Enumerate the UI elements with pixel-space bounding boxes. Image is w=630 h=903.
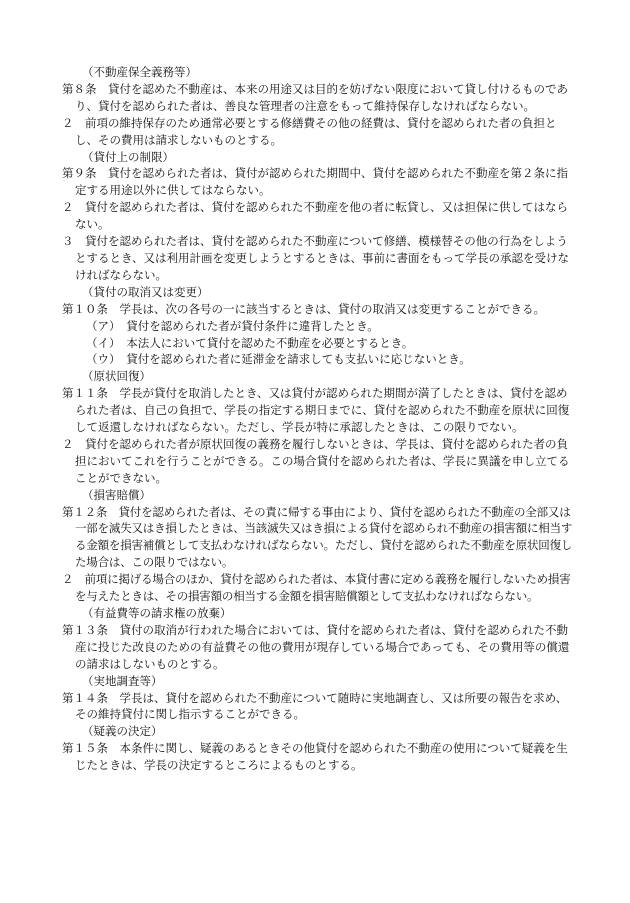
article-heading: （原状回復）	[82, 369, 151, 384]
article-14	[62, 673, 576, 724]
article-heading: （貸付上の制限）	[82, 149, 174, 164]
article-10	[62, 284, 576, 369]
article-8	[62, 64, 576, 149]
article-paragraph: 第１０条 学長は、次の各号の一に該当するときは、貸付の取消又は変更することができる。	[62, 301, 545, 316]
article-11	[62, 368, 576, 486]
article-paragraph: ２ 貸付を認められた者が原状回復の義務を履行しないときは、学長は、貸付を認められた者の負担においてこれを行うことができる。この場合貸付を認められた者は、学長に異議を申し立てることができない。	[62, 436, 570, 485]
document-page	[62, 64, 576, 774]
article-paragraph: 第１４条 学長は、貸付を認められた不動産について随時に実地調査し、又は所要の報告を求め、その維持貸付に関し指示することができる。	[62, 690, 568, 722]
article-paragraph: ２ 前項に掲げる場合のほか、貸付を認められた者は、本貸付書に定める義務を履行しないため損害を与えたときは、その損害額の相当する金額を損害賠償額として支払わなければならない。	[62, 572, 571, 604]
article-paragraph: 第１２条 貸付を認められた者は、その責に帰する事由により、貸付を認められた不動産の全部又は一部を滅失又はき損したときは、当該滅失又はき損による貸付を認められ不動産の損害額に相当する金額を損害補償として支払わなければならない。ただし、貸付を認められた不動産を原状回復した場合は、この限りではない。	[62, 504, 573, 570]
article-12	[62, 487, 576, 605]
article-heading: （疑義の決定）	[82, 724, 163, 739]
article-15	[62, 723, 576, 774]
article-paragraph: 第１１条 学長が貸付を取消したとき、又は貸付が認められた期間が満了したときは、貸付を認められた者は、自己の負担で、学長の指定する期日までに、貸付を認められた不動産を原状に回復して返還しなければならない。ただし、学長が特に承認したときは、この限りでない。	[62, 386, 570, 435]
list-item: （イ） 本法人において貸付を認めた不動産を必要とするとき。	[86, 335, 414, 350]
article-paragraph: 第９条 貸付を認められた者は、貸付が認められた期間中、貸付を認められた不動産を第２条に指定する用途以外に供してはならない。	[62, 166, 568, 198]
article-9	[62, 149, 576, 284]
article-paragraph: ２ 前項の維持保存のため通常必要とする修繕費その他の経費は、貸付を認められた者の負担とし、その費用は請求しないものとする。	[62, 115, 557, 147]
article-13	[62, 605, 576, 673]
article-heading: （実地調査等）	[82, 673, 163, 688]
article-paragraph: ２ 貸付を認められた者は、貸付を認められた不動産を他の者に転貸し、又は担保に供してはならない。	[62, 200, 568, 232]
article-paragraph: 第１５条 本条件に関し、疑義のあるときその他貸付を認められた不動産の使用について疑義を生じたときは、学長の決定するところによるものとする。	[62, 741, 568, 773]
list-item: （ア） 貸付を認められた者が貸付条件に違背したとき。	[86, 318, 379, 333]
article-heading: （有益費等の請求権の放棄）	[82, 606, 232, 620]
list-item: （ウ） 貸付を認められた者に延滞金を請求しても支払いに応じないとき。	[86, 352, 471, 367]
article-heading: （不動産保全義務等）	[82, 65, 197, 79]
article-heading: （損害賠償）	[82, 487, 151, 502]
article-heading: （貸付の取消又は変更）	[82, 284, 209, 299]
article-paragraph: 第１３条 貸付の取消が行われた場合においては、貸付を認められた者は、貸付を認められた不動産に投じた改良のための有益費その他の費用が現存している場合であっても、その費用等の償還の請求はしないものとする。	[62, 622, 570, 671]
article-paragraph: 第８条 貸付を認めた不動産は、本来の用途又は目的を妨げない限度において貸し付けるものであり、貸付を認められた者は、善良な管理者の注意をもって維持保存しなければならない。	[62, 81, 568, 113]
article-paragraph: ３ 貸付を認められた者は、貸付を認められた不動産について修繕、模様替その他の行為をしようとするとき、又は利用計画を変更しようとするときは、事前に書面をもって学長の承認を受けなければならない。	[62, 234, 570, 282]
